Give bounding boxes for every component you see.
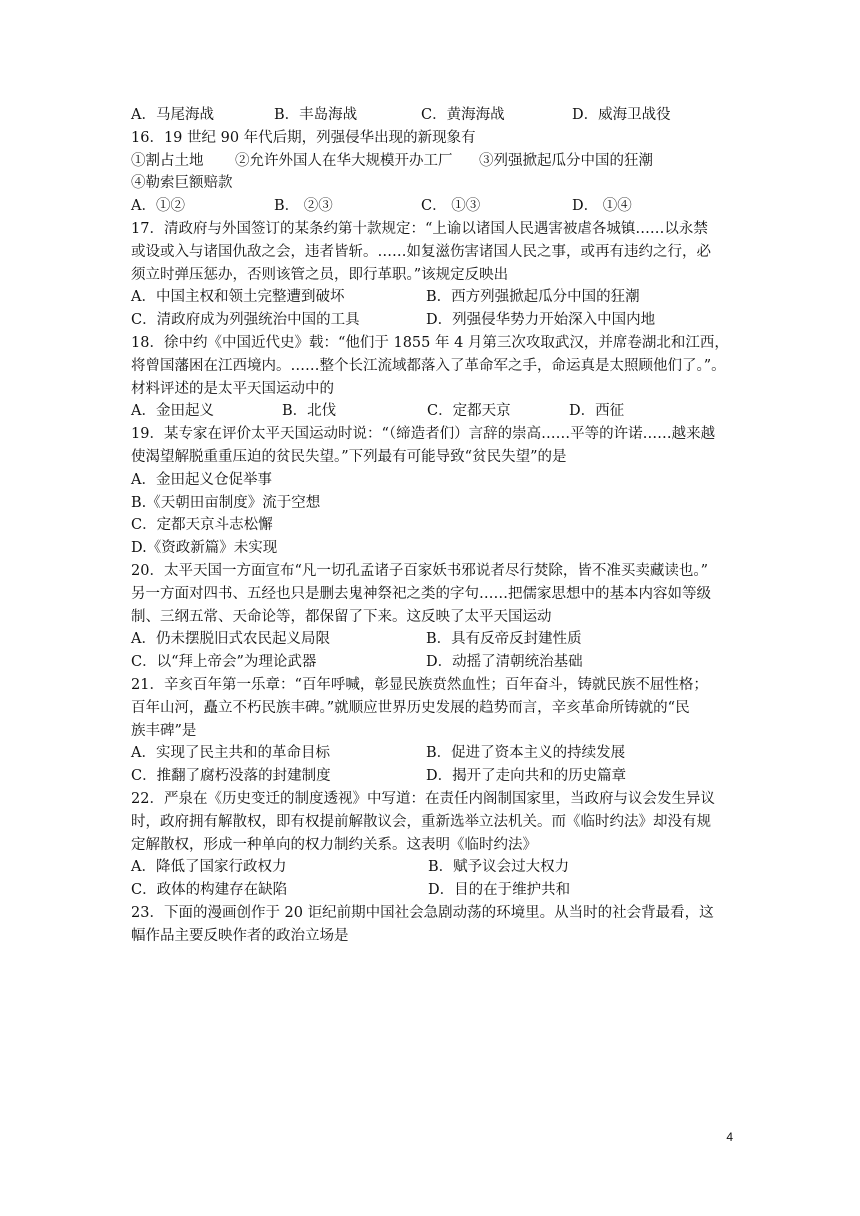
q22-stem-line-2: 时，政府拥有解散权，即有权提前解散议会，重新选举立法机关。而《临时约法》却没有规: [131, 813, 711, 830]
q17-stem-line-1: 17．清政府与外国签订的某条约第十款规定：“上谕以诸国人民遇害被虐各城镇……以永禁: [131, 220, 708, 237]
q20-stem-line-1: 20．太平天国一方面宣布“凡一切孔孟诸子百家妖书邪说者尽行焚除，皆不准买卖藏读也。”: [131, 562, 709, 579]
q19-stem-line-1: 19．某专家在评价太平天国运动时说：“（缔造者们）言辞的崇高……平等的许诺……越来越: [131, 426, 716, 443]
q22-option-d[interactable]: D．目的在于维护共和: [428, 882, 571, 899]
q21-stem-line-1: 21．辛亥百年第一乐章：“百年呼喊，彰显民族贲然血性；百年奋斗，铸就民族不屈性格；: [131, 676, 708, 693]
q17-option-c[interactable]: C．清政府成为列强统治中国的工具: [131, 312, 360, 329]
q20-option-c[interactable]: C．以“拜上帝会”为理论武器: [131, 654, 317, 671]
q16-items-row-1: [131, 150, 731, 173]
q21-options-row-2: [131, 765, 731, 788]
q19-option-a[interactable]: A．金田起义仓促举事: [131, 471, 272, 488]
q20-options-row-2: [131, 651, 731, 674]
q18-stem-line-1: 18．徐中约《中国近代史》载：“他们于 1855 年 4 月第三次攻取武汉，并席卷湖北和江西，: [131, 334, 729, 351]
q16-stem: 16．19 世纪 90 年代后期，列强侵华出现的新现象有: [131, 129, 476, 146]
q19-option-c[interactable]: C．定都天京斗志松懈: [131, 517, 273, 534]
q20-stem-line-3: 制、三纲五常、天命论等，都保留了下来。这反映了太平天国运动: [131, 608, 552, 625]
q20-options-row-1: [131, 628, 731, 651]
q18-stem-line-2: 将曾国藩困在江西境内。……整个长江流域都落入了革命军之手，命运真是太照顾他们了。”。: [131, 357, 726, 374]
q15-option-b[interactable]: B．丰岛海战: [274, 107, 358, 123]
q22-option-a[interactable]: A．降低了国家行政权力: [131, 859, 287, 876]
q16-items-row-2: ④勒索巨额赔款: [131, 175, 233, 192]
q22-stem-line-3: 定解散权，形成一种单向的权力制约关系。这表明《临时约法》: [131, 836, 537, 853]
q22-option-b[interactable]: B．赋予议会过大权力: [428, 859, 570, 876]
q17-options-row-1: [131, 286, 731, 309]
q18-option-a[interactable]: A．金田起义: [131, 403, 214, 420]
q16-option-b[interactable]: B． ②③: [274, 198, 333, 215]
q15-option-d[interactable]: D．威海卫战役: [572, 107, 671, 123]
q19-option-d[interactable]: D.《资政新篇》未实现: [131, 540, 278, 557]
q18-option-d[interactable]: D．西征: [569, 403, 625, 420]
q15-option-c[interactable]: C．黄海海战: [421, 107, 505, 123]
q22-options-row-1: [131, 856, 731, 879]
q16-options-row: [131, 195, 731, 218]
exam-page-content: [131, 104, 731, 947]
q21-stem-line-2: 百年山河，矗立不朽民族丰碑。”就顺应世界历史发展的趋势而言，辛亥革命所铸就的“民: [131, 699, 690, 716]
q16-option-c[interactable]: C． ①③: [421, 198, 481, 215]
q17-options-row-2: [131, 309, 731, 332]
q20-option-b[interactable]: B．具有反帝反封建性质: [426, 631, 582, 648]
q18-option-b[interactable]: B．北伐: [282, 403, 337, 420]
q21-option-a[interactable]: A．实现了民主共和的革命目标: [131, 745, 330, 762]
q22-stem-line-1: 22．严泉在《历史变迁的制度透视》中写道：在责任内阁制国家里，当政府与议会发生异议: [131, 790, 715, 807]
q22-options-row-2: [131, 879, 731, 902]
q20-option-d[interactable]: D．动摇了清朝统治基础: [426, 654, 583, 671]
q17-stem-line-2: 或设或入与诸国仇敌之会，违者皆斩。……如复滋伤害诸国人民之事，或再有违约之行，必: [131, 243, 711, 260]
q15-option-a[interactable]: A．马尾海战: [131, 107, 214, 123]
q17-option-a[interactable]: A．中国主权和领土完整遭到破坏: [131, 289, 345, 306]
q23-stem-line-1: 23．下面的漫画创作于 20 讵纪前期中国社会急剧动荡的环境里。从当时的社会背最看，这: [131, 904, 714, 921]
q21-stem-line-3: 族丰碑”是: [131, 722, 197, 739]
q15-options-row: [131, 104, 731, 127]
q20-stem-line-2: 另一方面对四书、五经也只是删去鬼神祭祀之类的字句……把儒家思想中的基本内容如等级: [131, 585, 711, 602]
q22-option-c[interactable]: C．政体的构建存在缺陷: [131, 882, 288, 899]
q21-option-d[interactable]: D．揭开了走向共和的历史篇章: [426, 768, 627, 785]
q17-stem-line-3: 须立时弹压惩办，否则该管之员，即行革职。”该规定反映出: [131, 266, 509, 283]
q21-option-b[interactable]: B．促进了资本主义的持续发展: [426, 745, 626, 762]
q20-option-a[interactable]: A．仍未摆脱旧式农民起义局限: [131, 631, 330, 648]
q16-option-a[interactable]: A．①②: [131, 198, 185, 215]
page-number: 4: [726, 1130, 733, 1144]
q16-item-1: ①割占土地: [131, 152, 204, 169]
q17-option-d[interactable]: D．列强侵华势力开始深入中国内地: [426, 312, 656, 329]
q21-options-row-1: [131, 742, 731, 765]
q16-item-3: ③列强掀起瓜分中国的狂潮: [479, 152, 653, 169]
q21-option-c[interactable]: C．推翻了腐朽没落的封建制度: [131, 768, 331, 785]
q23-stem-line-2: 幅作品主要反映作者的政治立场是: [131, 927, 349, 944]
q18-options-row: [131, 400, 731, 423]
q17-option-b[interactable]: B．西方列强掀起瓜分中国的狂潮: [426, 289, 640, 306]
q16-item-2: ②允许外国人在华大规模开办工厂: [235, 152, 453, 169]
q19-option-b[interactable]: B.《天朝田亩制度》流于空想: [131, 494, 321, 511]
q19-stem-line-2: 使渴望解脱重重压迫的贫民失望。”下列最有可能导致“贫民失望”的是: [131, 448, 567, 465]
q18-stem-line-3: 材料评述的是太平天国运动中的: [131, 380, 334, 397]
q18-option-c[interactable]: C．定都天京: [427, 403, 511, 420]
q16-option-d[interactable]: D． ①④: [572, 198, 632, 215]
